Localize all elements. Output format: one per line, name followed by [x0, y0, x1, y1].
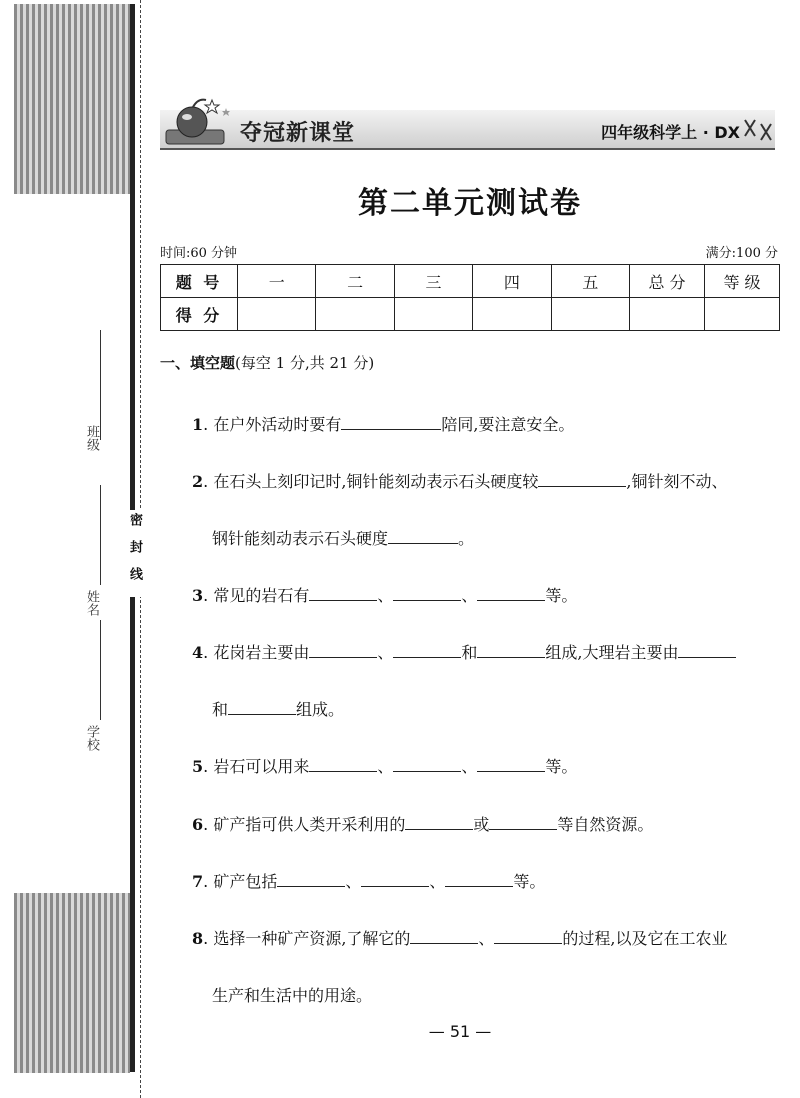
question-text: 等。: [513, 872, 546, 891]
question-text: . 选择一种矿产资源,了解它的: [203, 929, 411, 948]
question-text: . 在石头上刻印记时,铜针能刻动表示石头硬度较: [203, 472, 539, 491]
separator: 、: [377, 757, 394, 776]
question-7: [192, 869, 545, 892]
full-score: 满分:100 分: [705, 246, 778, 261]
answer-blank[interactable]: [361, 872, 429, 887]
answer-blank[interactable]: [388, 529, 458, 544]
answer-blank[interactable]: [393, 757, 461, 772]
question-1: [192, 412, 574, 435]
question-text: 或: [473, 815, 490, 834]
score-cell[interactable]: [238, 298, 316, 331]
question-number: 8: [192, 929, 204, 948]
score-table-header-row: [161, 265, 780, 298]
answer-blank[interactable]: [309, 757, 377, 772]
name-label: 姓名: [84, 590, 99, 616]
separator: 、: [461, 586, 478, 605]
question-number: 3: [192, 586, 204, 605]
question-number: 6: [192, 815, 204, 834]
question-text: . 在户外活动时要有: [203, 415, 342, 434]
question-text: 组成,大理岩主要由: [545, 643, 679, 662]
name-blank[interactable]: [100, 485, 101, 585]
question-text: 等自然资源。: [557, 815, 654, 834]
score-table-score-row: [161, 298, 780, 331]
question-5: [192, 754, 577, 777]
row-label: 得 分: [161, 298, 238, 331]
column-header: 二: [316, 265, 394, 298]
question-4: [192, 640, 736, 663]
answer-blank[interactable]: [445, 872, 513, 887]
score-cell[interactable]: [316, 298, 394, 331]
answer-blank[interactable]: [477, 643, 545, 658]
score-cell[interactable]: [705, 298, 780, 331]
class-blank[interactable]: [100, 330, 101, 440]
brand-logo-text: 夺冠新课堂: [240, 121, 356, 146]
question-2-continued: [212, 526, 474, 549]
score-cell[interactable]: [551, 298, 629, 331]
margin-stripe-top: [14, 4, 130, 194]
question-text: 等。: [545, 757, 578, 776]
answer-blank[interactable]: [494, 929, 562, 944]
answer-blank[interactable]: [538, 472, 626, 487]
answer-blank[interactable]: [341, 415, 441, 430]
seal-line-text: 密封线: [125, 510, 144, 597]
question-number: 1: [192, 415, 204, 434]
question-text: . 花岗岩主要由: [203, 643, 310, 662]
answer-blank[interactable]: [405, 815, 473, 830]
question-text: 钢针能刻动表示石头硬度: [212, 529, 389, 548]
school-blank[interactable]: [100, 620, 101, 720]
column-header: 四: [473, 265, 551, 298]
question-2: [192, 469, 728, 492]
class-label: 班级: [84, 425, 99, 451]
question-text: . 矿产包括: [203, 872, 278, 891]
question-8: [192, 926, 728, 949]
school-label: 学校: [84, 725, 99, 751]
answer-blank[interactable]: [277, 872, 345, 887]
separator: 、: [345, 872, 362, 891]
score-cell[interactable]: [473, 298, 551, 331]
answer-blank[interactable]: [489, 815, 557, 830]
grade-label: 四年级科学上 · DX: [601, 123, 740, 142]
section-note: (每空 1 分,共 21 分): [235, 354, 375, 372]
question-text: 组成。: [296, 700, 345, 719]
question-text: 陪同,要注意安全。: [441, 415, 575, 434]
question-text: ,铜针刻不动、: [626, 472, 728, 491]
question-text: 和: [212, 700, 229, 719]
exam-time: 时间:60 分钟: [160, 246, 238, 261]
column-header: 总 分: [630, 265, 705, 298]
question-text: 和: [461, 643, 478, 662]
question-text: 生产和生活中的用途。: [212, 986, 373, 1005]
section-title: 一、填空题: [160, 354, 236, 372]
question-number: 5: [192, 757, 204, 776]
answer-blank[interactable]: [309, 643, 377, 658]
question-number: 2: [192, 472, 204, 491]
answer-blank[interactable]: [228, 700, 296, 715]
column-header: 五: [551, 265, 629, 298]
separator: 、: [429, 872, 446, 891]
question-text: . 矿产指可供人类开采利用的: [203, 815, 406, 834]
separator: 、: [377, 643, 394, 662]
question-text: . 岩石可以用来: [203, 757, 310, 776]
question-text: . 常见的岩石有: [203, 586, 310, 605]
score-cell[interactable]: [630, 298, 705, 331]
answer-blank[interactable]: [410, 929, 478, 944]
answer-blank[interactable]: [309, 586, 377, 601]
answer-blank[interactable]: [393, 586, 461, 601]
score-cell[interactable]: [394, 298, 472, 331]
section-heading: [160, 352, 374, 373]
column-header: 三: [394, 265, 472, 298]
column-header: 一: [238, 265, 316, 298]
margin-stripe-bottom: [14, 893, 130, 1073]
question-3: [192, 583, 577, 606]
question-6: [192, 812, 653, 835]
decoration-sparkle-icon: [741, 110, 775, 150]
question-text: 。: [458, 529, 475, 548]
header-label: 题 号: [161, 265, 238, 298]
separator: 、: [478, 929, 495, 948]
question-text: 的过程,以及它在工农业: [562, 929, 728, 948]
score-table: [160, 264, 780, 331]
column-header: 等 级: [705, 265, 780, 298]
answer-blank[interactable]: [393, 643, 461, 658]
question-8-continued: [212, 983, 372, 1006]
question-text: 等。: [545, 586, 578, 605]
answer-blank[interactable]: [477, 586, 545, 601]
apple-book-icon: [160, 96, 240, 154]
page-title: 第二单元测试卷: [358, 186, 582, 221]
separator: 、: [377, 586, 394, 605]
question-number: 7: [192, 872, 204, 891]
question-4-continued: [212, 697, 344, 720]
header-banner: [160, 96, 775, 154]
answer-blank[interactable]: [477, 757, 545, 772]
question-number: 4: [192, 643, 204, 662]
separator: 、: [461, 757, 478, 776]
page-number: — 51 —: [428, 1022, 492, 1041]
answer-blank[interactable]: [678, 643, 736, 658]
